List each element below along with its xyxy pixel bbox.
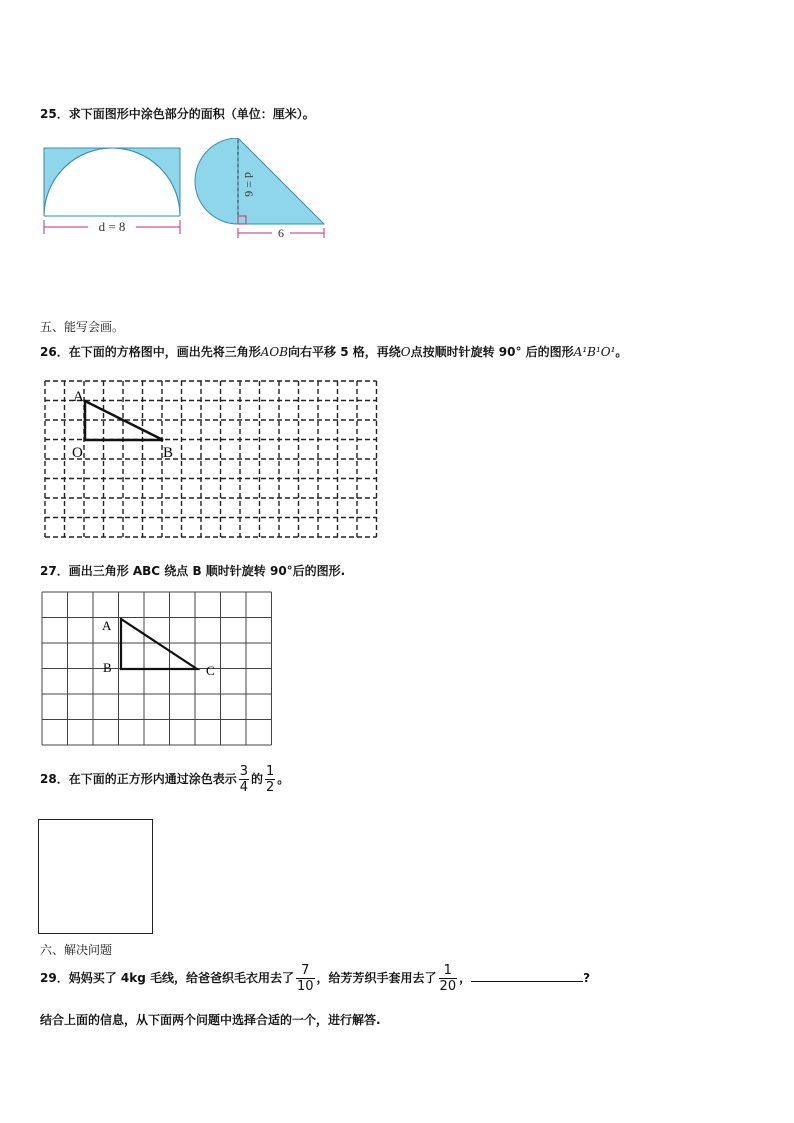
q25-label-6: 6 [278,226,284,240]
q27-triangle-abc [121,619,197,669]
q26-point-o: O [72,445,83,461]
q29-fraction-1-20 [439,963,458,994]
q25-figures [38,138,338,242]
q27-point-b: B [103,660,112,675]
q26-aob: AOB [260,345,289,359]
q29-followup: 结合上面的信息，从下面两个问题中选择合适的一个，进行解答. [40,1013,381,1027]
q25-figure-rect-semicircle [44,148,180,234]
q29-frac2-den: 20 [439,979,457,994]
q26-mid2: 点按顺时针旋转 90° 后的图形 [410,345,574,359]
q28-prefix: 28．在下面的正方形内通过涂色表示 [40,772,237,786]
section-5-heading: 五、能写会画。 [40,320,125,334]
q29-frac1-num: 7 [296,963,315,979]
q26-point-b: B [163,445,174,461]
q28-fraction-1-2 [265,764,275,795]
q25-shaded-region-1 [44,148,180,216]
q26-result: A¹B¹O¹ [573,345,616,359]
q28-suffix: 。 [277,772,290,786]
q29-prefix: 29．妈妈买了 4kg 毛线，给爸爸织毛衣用去了 [40,971,294,985]
q27-point-a: A [102,618,112,633]
q29-text [40,963,590,994]
section-6-heading: 六、解决问题 [40,943,113,957]
q27-point-c: C [206,663,215,678]
q27-text: 27．画出三角形 ABC 绕点 B 顺时针旋转 90°后的图形. [40,564,346,578]
q25-label-d6: d = 6 [242,172,256,197]
q26-prefix: 26．在下面的方格图中，画出先将三角形 [40,345,261,359]
q25-figure-semicircle-triangle [195,138,324,240]
q29-frac2-num: 1 [439,963,458,979]
q28-text [40,764,289,795]
q28-fraction-3-4 [239,764,249,795]
q29-fraction-7-10 [296,963,315,994]
q29-suffix: ? [583,971,591,985]
q29-answer-blank[interactable] [471,971,583,982]
q26-text [40,343,627,360]
q29-frac1-den: 10 [296,979,314,994]
q27-grid-figure [40,590,276,750]
q25-label-d8: d = 8 [98,219,126,234]
q28-frac2-num: 1 [266,764,275,779]
q28-frac1-num: 3 [239,764,248,779]
q26-point-a: A [73,389,84,405]
q26-grid-figure [40,377,382,541]
q28-frac1-den: 4 [239,780,248,795]
q28-square-box[interactable] [38,819,153,934]
q25-shaded-semicircle [195,138,238,224]
q26-dashed-grid [45,381,377,537]
q29-comma: ， [459,971,472,985]
q26-suffix: 。 [615,345,628,359]
q26-mid1: 向右平移 5 格，再绕 [288,345,401,359]
q28-frac2-den: 2 [266,780,275,795]
q26-o: O [400,345,411,359]
q25-text: 25．求下面图形中涂色部分的面积（单位：厘米）。 [40,107,315,121]
q28-mid: 的 [250,772,263,786]
q29-mid: ，给芳芳织手套用去了 [316,971,437,985]
